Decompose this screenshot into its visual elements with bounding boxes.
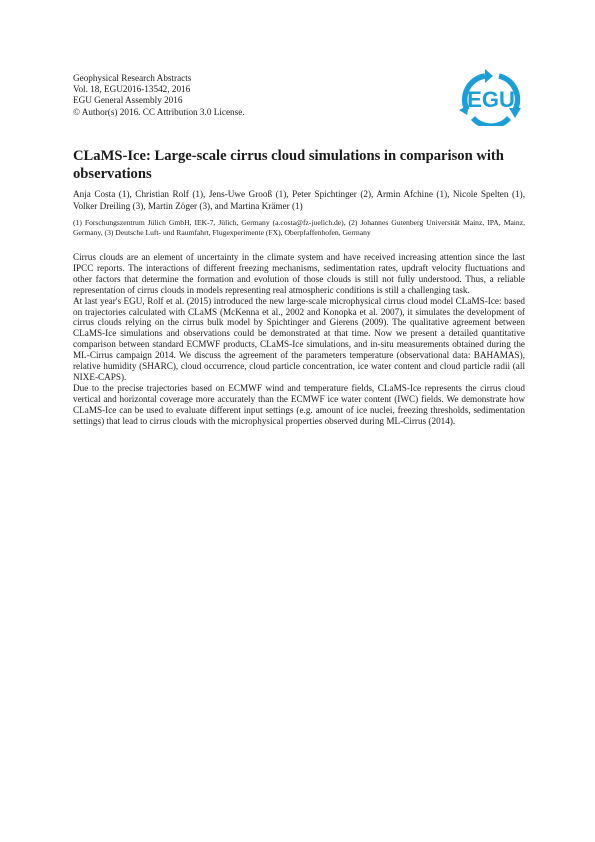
abstract-paragraph: Due to the precise trajectories based on ECMWF wind and temperature fields, CLaMS-Ice represents the cirrus cloud vertical and horizontal coverage more accurately than the ECMWF ice water content (IWC) fields. We demonstrate how CLaMS-Ice can be used to evaluate different input settings (e.g. amount of ice nuclei, freezing thresholds, sedimentation settings) that lead to cirrus clouds with the microphysical properties observed during ML-Cirrus (2014). bbox=[73, 382, 525, 426]
abstract-paragraph: Cirrus clouds are an element of uncertainty in the climate system and have received increasing attention since the last IPCC reports. The interactions of different freezing mechanisms, sedimentation rates, updraft velocity fluctuations and other factors that determine the formation and evolution of those clouds is still not fully understood. Thus, a reliable representation of cirrus clouds in models representing real atmospheric conditions is still a challenging task. bbox=[73, 252, 525, 295]
license-line: © Author(s) 2016. CC Attribution 3.0 License. bbox=[73, 106, 245, 117]
abstract-paragraph: At last year's EGU, Rolf et al. (2015) introduced the new large-scale microphysical cirrus cloud model CLaMS-Ice: based on trajectories calculated with CLaMS (McKenna et al., 2002 and Konopka et al. 2007), it simulates the development of cirrus clouds relying on the cirrus bulk model by Spichtinger and Gierens (2009). The qualitative agreement between CLaMS-Ice simulations and observations could be demonstrated at that time. Now we present a detailed quantitative comparison between standard ECMWF products, CLaMS-Ice simulations, and in-situ measurements obtained during the ML-Cirrus campaign 2014. We discuss the agreement of the parameters temperature (observational data: BAHAMAS), relative humidity (SHARC), cloud occurrence, cloud particle concentration, ice water content and cloud particle radii (all NIXE-CAPS). bbox=[73, 295, 525, 382]
volume-info: Vol. 18, EGU2016-13542, 2016 bbox=[73, 84, 191, 95]
author-list: Anja Costa (1), Christian Rolf (1), Jens-Uwe Grooß (1), Peter Spichtinger (2), Armin Afchine (1), Nicole Spelten (1), Volker Dreiling (3), Martin Zöger (3), and Martina Krämer (1) bbox=[73, 189, 525, 211]
paper-title: CLaMS-Ice: Large-scale cirrus cloud simulations in comparison with observations bbox=[73, 148, 504, 182]
abstract-body bbox=[73, 252, 525, 427]
egu-logo bbox=[455, 66, 527, 126]
assembly-name: EGU General Assembly 2016 bbox=[73, 95, 183, 106]
abstract-header bbox=[73, 73, 313, 118]
logo-text: EGU bbox=[467, 87, 515, 112]
affiliation-list: (1) Forschungszentrum Jülich GmbH, IEK-7, Jülich, Germany (a.costa@fz-juelich.de), (2) Johannes Gutenberg Universität Mainz, IPA, Mainz, Germany, (3) Deutsche Luft- und Raumfahrt, Flugexperimente (FX), Oberpfaffenhofen, Germany bbox=[73, 218, 525, 237]
journal-name: Geophysical Research Abstracts bbox=[73, 73, 192, 83]
